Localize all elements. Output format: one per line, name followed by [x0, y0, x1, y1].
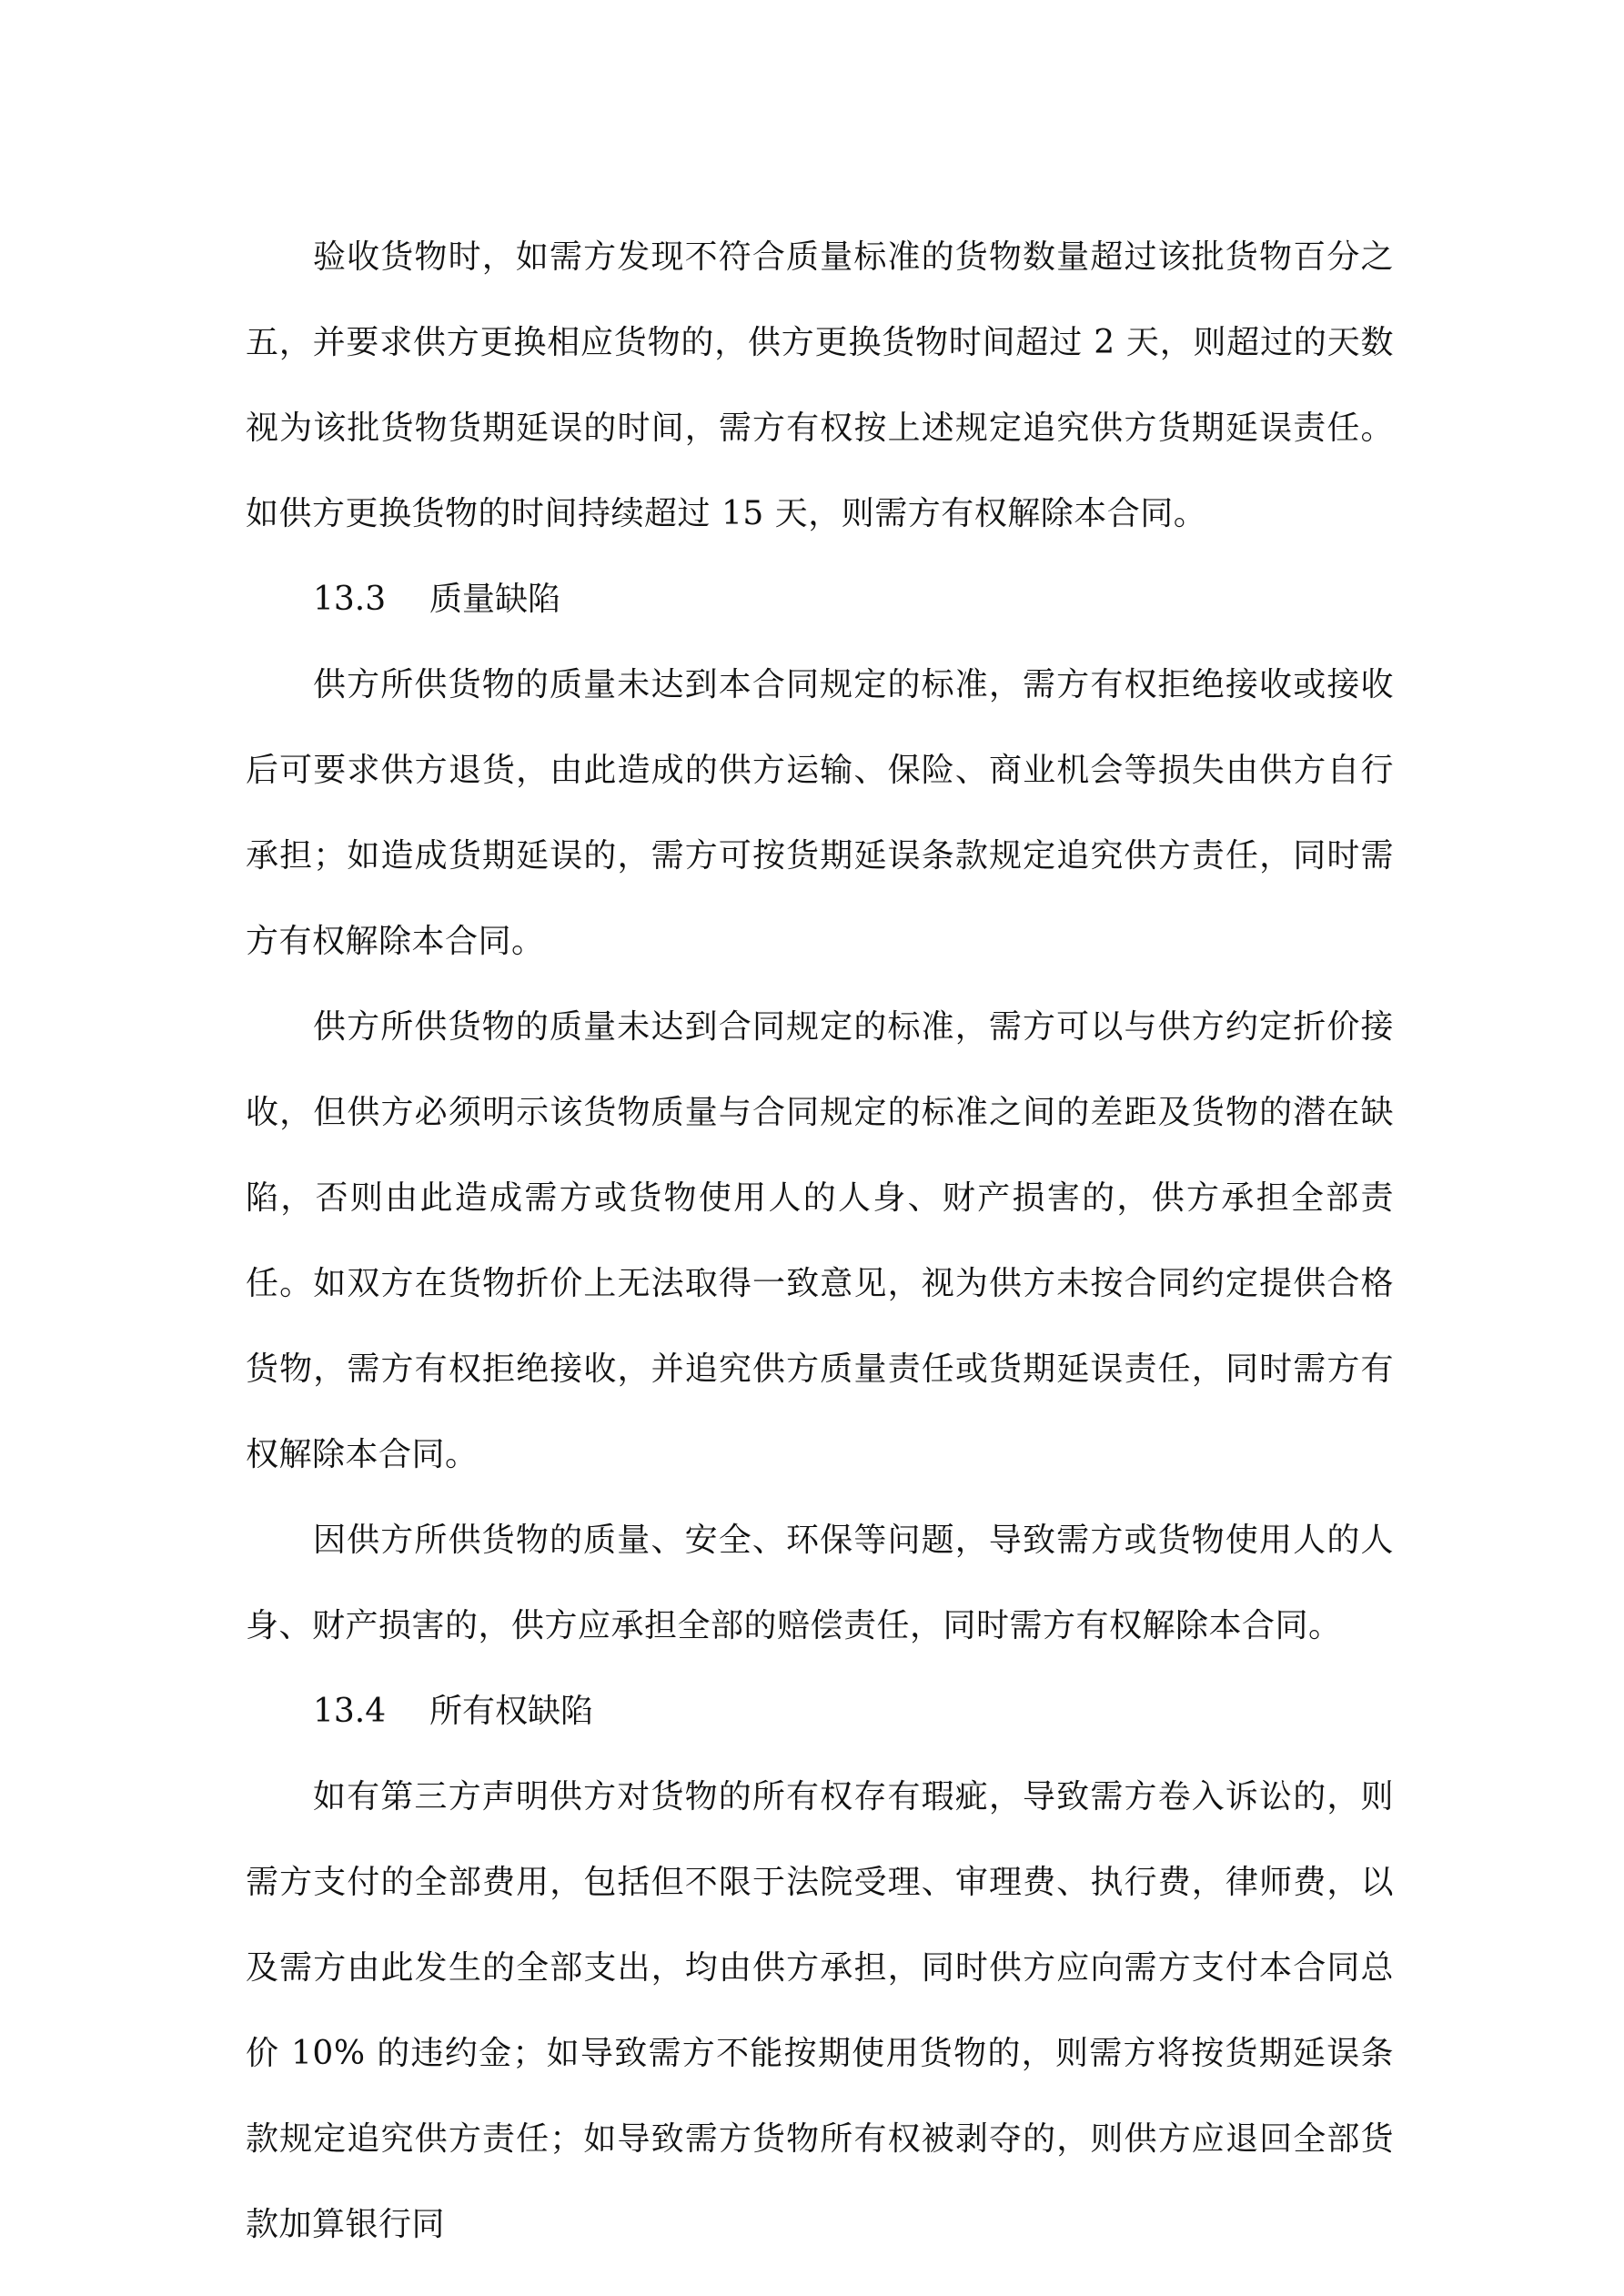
paragraph-ownership-defect: 如有第三方声明供方对货物的所有权存有瑕疵，导致需方卷入诉讼的，则需方支付的全部费用，包括但不限于法院受理、审理费、执行费，律师费，以及需方由此发生的全部支出，均由供方承担，同时供方应向需方支付本合同总价 10% 的违约金；如导致需方不能按期使用货物的，则需方将按货期延误条款规定追究供方责任；如导致需方货物所有权被剥夺的，则供方应退回全部货款加算银行同: [246, 1778, 1394, 2243]
section-heading-13-3: [246, 557, 1394, 642]
section-heading-13-4: [246, 1669, 1394, 1755]
section-number: 13.3: [313, 581, 387, 618]
document-body: [246, 215, 1394, 2268]
section-title: 所有权缺陷: [429, 1693, 594, 1730]
paragraph-quality-safety: 因供方所供货物的质量、安全、环保等问题，导致需方或货物使用人的人身、财产损害的，供方应承担全部的赔偿责任，同时需方有权解除本合同。: [246, 1522, 1394, 1644]
paragraph-quality-discount: 供方所供货物的质量未达到合同规定的标准，需方可以与供方约定折价接收，但供方必须明示该货物质量与合同规定的标准之间的差距及货物的潜在缺陷，否则由此造成需方或货物使用人的人身、财产损害的，供方承担全部责任。如双方在货物折价上无法取得一致意见，视为供方未按合同约定提供合格货物，需方有权拒绝接收，并追究供方质量责任或货期延误责任，同时需方有权解除本合同。: [246, 1008, 1394, 1473]
paragraph-acceptance-replacement: 验收货物时，如需方发现不符合质量标准的货物数量超过该批货物百分之五，并要求供方更换相应货物的，供方更换货物时间超过 2 天，则超过的天数视为该批货物货期延误的时间，需方有权按上述规定追究供方货期延误责任。如供方更换货物的时间持续超过 15 天，则需方有权解除本合同。: [246, 238, 1394, 532]
section-title: 质量缺陷: [429, 581, 561, 618]
section-number: 13.4: [313, 1693, 387, 1730]
paragraph-quality-reject: 供方所供货物的质量未达到本合同规定的标准，需方有权拒绝接收或接收后可要求供方退货，由此造成的供方运输、保险、商业机会等损失由供方自行承担；如造成货期延误的，需方可按货期延误条款规定追究供方责任，同时需方有权解除本合同。: [246, 666, 1394, 960]
